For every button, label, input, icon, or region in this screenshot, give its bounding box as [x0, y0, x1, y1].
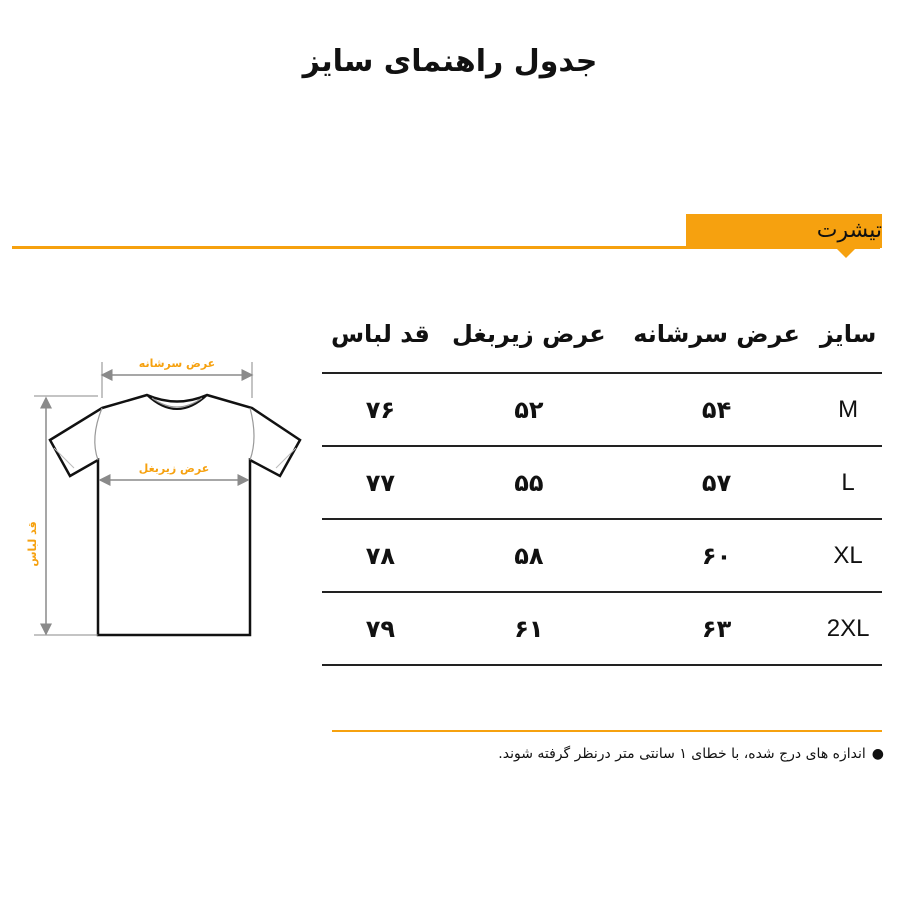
tshirt-diagram — [22, 348, 322, 648]
section-header — [686, 214, 882, 248]
chest-width-label: عرض زیربغل — [138, 462, 210, 475]
cell-length: ۷۸ — [322, 519, 439, 592]
size-table — [322, 296, 882, 666]
shoulder-width-label: عرض سرشانه — [138, 357, 216, 370]
cell-shoulder-width: ۶۰ — [619, 519, 814, 592]
cell-shoulder-width: ۵۴ — [619, 373, 814, 446]
cell-size: XL — [814, 519, 882, 592]
cell-size: L — [814, 446, 882, 519]
bullet-icon: ● — [871, 746, 884, 762]
cell-length: ۷۶ — [322, 373, 439, 446]
table-row — [322, 373, 882, 446]
cell-shoulder-width: ۵۷ — [619, 446, 814, 519]
page-title: جدول راهنمای سایز — [302, 44, 598, 79]
length-label: قد لباس — [26, 521, 39, 567]
section-label: تیشرت — [816, 218, 882, 243]
note-text: اندازه های درج شده، با خطای ۱ سانتی متر درنظر گرفته شوند. — [498, 746, 866, 762]
header-size: سایز — [814, 296, 882, 373]
header-length: قد لباس — [322, 296, 439, 373]
section-tab-pointer — [836, 248, 856, 258]
cell-chest-width: ۶۱ — [439, 592, 619, 665]
cell-chest-width: ۵۲ — [439, 373, 619, 446]
tshirt-outline — [50, 395, 300, 635]
cell-length: ۷۷ — [322, 446, 439, 519]
cell-size: M — [814, 373, 882, 446]
table-row — [322, 592, 882, 665]
table-row — [322, 446, 882, 519]
cell-size: 2XL — [814, 592, 882, 665]
measurement-note — [332, 746, 884, 762]
cell-chest-width: ۵۵ — [439, 446, 619, 519]
cell-chest-width: ۵۸ — [439, 519, 619, 592]
table-header-row — [322, 296, 882, 373]
header-chest-width: عرض زیربغل — [439, 296, 619, 373]
footer-divider — [332, 730, 882, 732]
cell-shoulder-width: ۶۳ — [619, 592, 814, 665]
header-shoulder-width: عرض سرشانه — [619, 296, 814, 373]
cell-length: ۷۹ — [322, 592, 439, 665]
table-row — [322, 519, 882, 592]
